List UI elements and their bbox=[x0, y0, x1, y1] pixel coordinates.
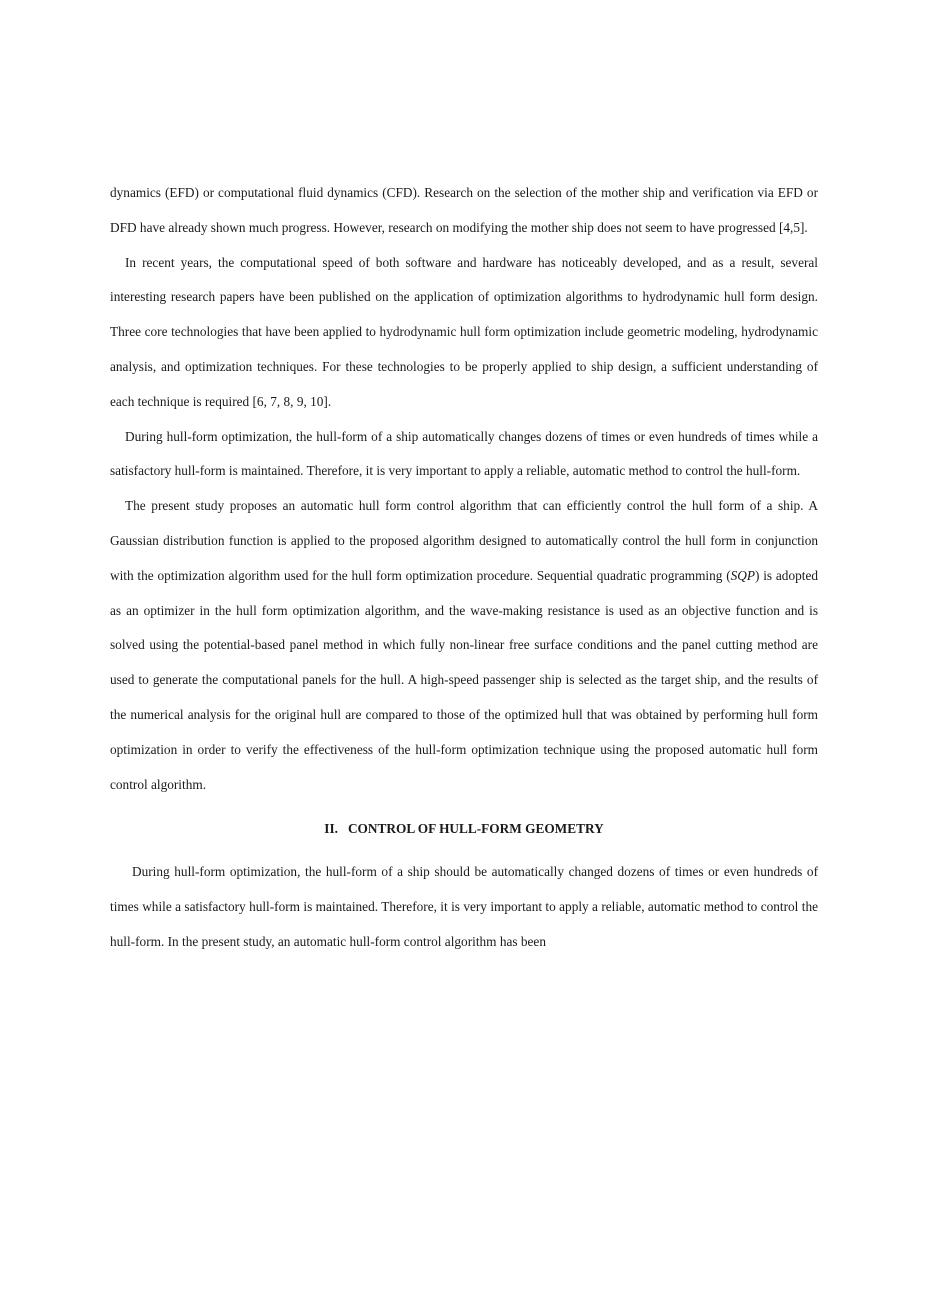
paragraph-present-study bbox=[110, 489, 818, 802]
paragraph-present-study-part2: ) is adopted as an optimizer in the hull form optimization algorithm, and the wave-making resistance is used as an objective function and is solved using the potential-based panel method in which fully non-linear free surface conditions and the panel cutting method are used to generate the computational panels for the hull. A high-speed passenger ship is selected as the target ship, and the results of the numerical analysis for the original hull are compared to those of the optimized hull that was obtained by performing hull form optimization in order to verify the effectiveness of the hull-form optimization technique using the proposed automatic hull form control algorithm. bbox=[110, 567, 818, 792]
sqp-abbreviation: SQP bbox=[730, 567, 756, 583]
section-heading bbox=[110, 812, 818, 847]
paragraph-present-study-part1: The present study proposes an automatic hull form control algorithm that can efficiently control the hull form of a ship. A Gaussian distribution function is applied to the proposed algorithm designed to automatically control the hull form in conjunction with the optimization algorithm used for the hull form optimization procedure. Sequential quadratic programming ( bbox=[110, 498, 818, 583]
paragraph-section-intro: During hull-form optimization, the hull-form of a ship should be automatically changed dozens of times or even hundreds of times while a satisfactory hull-form is maintained. Therefore, it is very important to apply a reliable, automatic method to control the hull-form. In the present study, an automatic hull-form control algorithm has been bbox=[110, 864, 818, 949]
body-text bbox=[110, 176, 818, 960]
section-number: II. bbox=[324, 821, 338, 837]
section-title: CONTROL OF HULL-FORM GEOMETRY bbox=[347, 821, 604, 837]
paragraph-hull-form-optimization: During hull-form optimization, the hull-form of a ship automatically changes dozens of times or even hundreds of times while a satisfactory hull-form is maintained. Therefore, it is very important to apply a reliable, automatic method to control the hull-form. bbox=[110, 428, 818, 479]
paragraph-computational-speed: In recent years, the computational speed of both software and hardware has noticeably developed, and as a result, several interesting research papers have been published on the application of optimization algorithms to hydrodynamic hull form design. Three core technologies that have been applied to hydrodynamic hull form optimization include geometric modeling, hydrodynamic analysis, and optimization techniques. For these technologies to be properly applied to ship design, a sufficient understanding of each technique is required [6, 7, 8, 9, 10]. bbox=[110, 254, 818, 409]
paragraph-efd-cfd: dynamics (EFD) or computational fluid dynamics (CFD). Research on the selection of the mother ship and verification via EFD or DFD have already shown much progress. However, research on modifying the mother ship does not seem to have progressed [4,5]. bbox=[110, 185, 818, 235]
